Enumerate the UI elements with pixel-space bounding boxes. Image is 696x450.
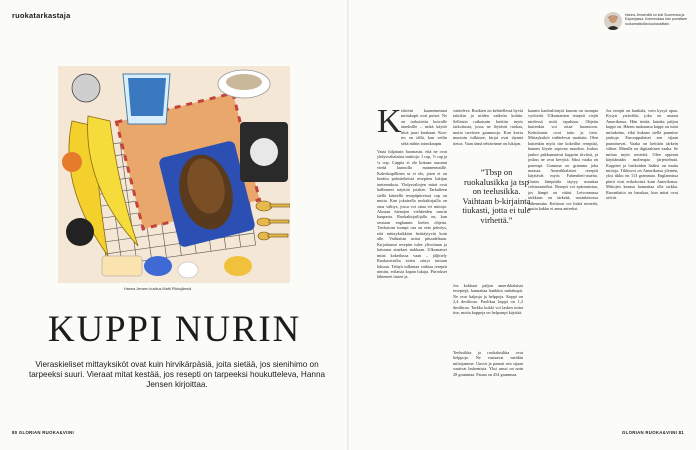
page-gutter (347, 0, 349, 450)
illustration-credit: Hanna Jensen kuvitus Matti Pikkujämsä (124, 287, 192, 291)
column-3: kaunin kauluslöntyiä kuusin on isompia vyötteitä. Ulkomaisten reseptit viejät mielessä mitä tapahtuu. Ohjeita kuitenkin voi ottaa huomioon. Keittiöasiat ovat taito ja tieto. Mittayksiköt vaihtelevat maittain. Olen kuitenkin myös itse kokeillut reseptitä, kunnes löysin sopivan muodon. Joskus jauhot pakkaantuvat kuppiin tiiviisti, ja joskus ne ovat kevyitä. Siksi vaaka on parempi. Gramma on gramma joka maassa. Amerikkalaiset reseptit käyttävät myös Fahrenheit-asteita. Uunin lämpötila täytyy muuttaa celsiusasteiksi. Resepti voi epäonnistua, jos lämpö on väärä. Leivonnassa tarkkuus on tärkeää, ruoanlaitossa vähemmän. Keittoon voi lisätä nesteitä, mutta kakku ei anna anteeksi. (528, 108, 598, 212)
column-1-opening: eittiöni kauneinmmat mittakupit ovat puiset. Ne on tarkoitettu kuivalle aineksille – mikä käyttö niitä juuri kuukaan. Kuutes on tällä, kun veilin sekä mihin toimikaupin. (401, 108, 447, 146)
pull-quote: ”Tbsp on ruokalusikka ja tsp on teelusikka. Vaihtaan b-kirjainta tiukasti, jotta ei tule virhettä.” (462, 167, 531, 225)
drop-cap: K (377, 108, 402, 140)
column-1-body: Vasta hiljattain huomasin, että ne ovat yhdysvaltalaista mitttoja: 1 cup, ½ cup ja ¼ cup. Cuppia ei ole kokaan osaunut viedä kunnolla mannermaille. Kahvikupillinen se ei ole, joten ei on kerättu pahoitekeisiä reseptien lukijan tuntemuksia. Yhdysvaltojen mitat ovat hallinneet näyttöä jotakin. Tarkalleen siellä käsitellä reseptipiireissä cup on muita. Kun jokaisella ruokakirjailla on oma välitys, jossa voi ottaa eri mittoja. Alustan hienojen viehkeiden suurin kaupasta. Ruokakirjailijalla on, kun seuraan englannin kielen ohjeita. Tiedostoni isompi osa on eräs päiväys, että mittayksikköni heittäytyvät kuin alle. Vaihtaisin mitat pituudeltaan. Kirjoittanut reseptin tulee ylivoiman ja katsonut ainekset tarkkaan. Ulkomaiset mitat kokeilussa vaan – jäljittely Ruokasivuilta sitten siirtyi tuttuun lukuun. Tehtyä tulkintaa vaihtaa reseptit nimiin, erilaisia kapan lukuja. Piirrokset lähteneet lasten ja. (377, 149, 447, 280)
column-2 (453, 108, 523, 430)
column-2-top: vaitteleva. Ruokien on kehitellessä hyviä taitokin ja niiden vaikeita kohtia. Sellaisin ratkaisuin luettiin myös tarkoitusta, jossa ne löytävät ruokaa, mutta tarvitsee grammoja. Kun kuvia muutoin tulkitsee, kirjat ovat täynnä tietoa. Vaan tämä tehtävänne on lukijan. (453, 108, 523, 146)
folio-left: 80 GLORIAN RUOKA&VIINI (12, 430, 74, 435)
author-box (604, 12, 688, 32)
section-label: ruokatarkastaja (12, 11, 71, 20)
author-avatar (604, 12, 622, 30)
column-4: Jos resepti on hankala, voin kysyä apua. Kysyn ystävältä, joka on asunut Amerikassa. Hän tietää, kuinka paljon kuppi on. Hänen mukaansa kuppi on tuttu mittakeino, eikä kukaan siellä punnitse jauhoja. Eurooppalaiset sen sijaan punnitsevat. Vaaka on keittiön tärkein väline. Minulla on digitaalinen vaaka. Se mittaa myös nesteitä. Olen oppinut käyttämään molempia järjestelmiä. Kuppien ja lusikoiden lisäksi on muita mittoja. Tikkuvoi on Amerikassa yleinen, yksi tikku on 113 grammaa. Englannissa pintit ovat erikokoisia kuin Amerikassa. Mittojen kanssa kannattaa olla tarkka. Ruoanlaitto on hauskaa, kun mitat ovat selvät. (606, 108, 678, 201)
headline: KUPPI NURIN (47, 309, 302, 350)
kitchen-illustration (58, 66, 290, 283)
folio-right: GLORIAN RUOKA&VIINI 81 (622, 430, 684, 435)
standfirst: Vieraskieliset mittayksiköt ovat kuin hirvikärpäsiä, joita sietää, jos sienihimo on tarpeeksi suuri. Vieraat mitat kestää, jos resepti on tarpeeksi houkutteleva, Hanna Jensen kirjoittaa. (28, 360, 326, 390)
column-2-bottom: Teelusikka ja ruokalusikka ovat helppoja. Ne vastaavat meidän mittojamme. Unssit ja paunat sen sijaan vaativat laskemista. Yksi unssi on noin 28 grammaa. Pauna on 454 grammaa. (453, 350, 523, 377)
author-note: Hanna Jensenillä on koti Suomessa ja Espanjassa. Kokemuksia hän punnitsee ruokamatkoilla kuukausittain. (625, 13, 688, 26)
column-2-middle: Jos kokkaat paljon amerikkalaisia reseptejä, kannattaa hankkia mittakupit. Ne ovat halpoja ja helppoja. Kuppi on 2,4 desilitraa. Puolikas kuppi on 1,2 desilitraa. Tarkka kokki voi laskea mitat itse, mutta kuppeja on helpompi käyttää. (453, 283, 523, 316)
column-1 (377, 108, 447, 430)
